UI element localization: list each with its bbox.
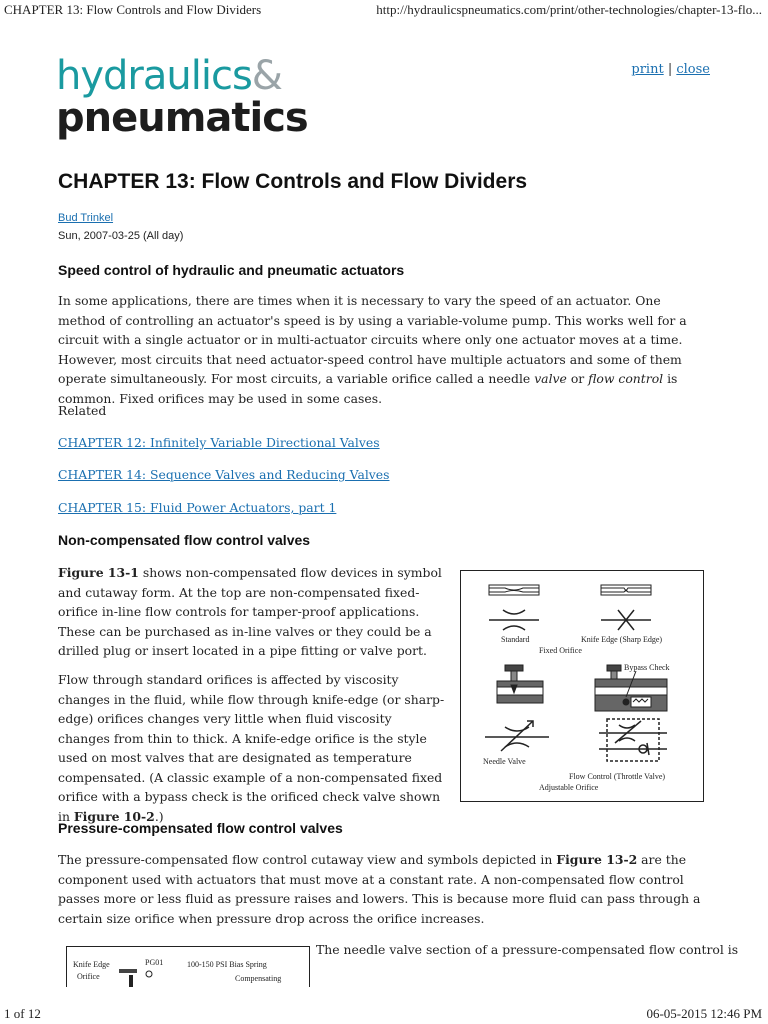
intro-paragraph: In some applications, there are times when it is necessary to vary the speed of an actuator. One method of controlling an actuator's speed is by using a variable-volume pump. This works well for a circuit with a single actuator or in multi-actuator circuits where only one actuator moves at a time. However, most circuits that need actuator-speed control have multiple actuators and some of them operate simultaneously. For most circuits, a variable orifice called a needle valve or flow control is common. Fixed orifices may be used in some cases.	[58, 293, 687, 406]
article-title: CHAPTER 13: Flow Controls and Flow Dividers	[58, 170, 528, 193]
fig2-label-knife-edge: Knife Edge	[73, 960, 110, 969]
logo-amp: &	[251, 53, 282, 99]
pcomp-paragraph: The pressure-compensated flow control cutaway view and symbols depicted in Figure 13-2 are the component used with actuators that must move at a constant rate. A non-compensated flow control passes more or less fluid as pressure raises and lowers. This is because more fluid can pass through a certain size orifice when pressure drop across the orifice increases.	[58, 852, 701, 926]
knife-edge-symbol	[601, 610, 651, 630]
standard-orifice-cutaway	[489, 585, 539, 595]
related-label: Related	[58, 403, 107, 418]
figure-13-1	[460, 570, 704, 802]
fig-label-knife-edge: Knife Edge (Sharp Edge)	[581, 635, 663, 644]
logo-line2: pneumatics	[56, 95, 308, 141]
fig2-label-pg01: PG01	[145, 958, 164, 967]
viscosity-paragraph: Flow through standard orifices is affected by viscosity changes in the fluid, while flow through knife-edge (or sharp-edge) orifices changes very little when fluid viscosity changes from thin to thick. A knife-edge orifice is the style used on most valves that are designated as temperature compensated. (A classic example of a non-compensated fixed orifice with a bypass check is the orificed check valve shown in Figure 10-2.)	[58, 672, 445, 824]
fig-label-needle-valve: Needle Valve	[483, 757, 526, 766]
fig2-label-bias-spring: 100-150 PSI Bias Spring	[187, 960, 267, 969]
related-link-ch14[interactable]: CHAPTER 14: Sequence Valves and Reducing Valves	[58, 467, 390, 482]
fig-label-adjustable-orifice: Adjustable Orifice	[539, 783, 599, 792]
close-link[interactable]: close	[676, 62, 710, 77]
fig2-label-compensating: Compensating	[235, 974, 282, 983]
logo-line1: hydraulics	[56, 53, 252, 99]
heading-non-compensated: Non-compensated flow control valves	[58, 532, 311, 548]
figure-13-2	[66, 946, 310, 987]
fig2-stem	[129, 975, 133, 987]
print-timestamp: 06-05-2015 12:46 PM	[646, 1006, 762, 1021]
fig-label-throttle-valve: Flow Control (Throttle Valve)	[569, 772, 666, 781]
related-link-ch15[interactable]: CHAPTER 15: Fluid Power Actuators, part 1	[58, 500, 337, 515]
print-header	[0, 0, 768, 20]
heading-pressure-compensated: Pressure-compensated flow control valves	[58, 820, 343, 836]
figure-13-2-drawing	[67, 947, 309, 987]
figure-ref-13-1: Figure 13-1	[58, 565, 139, 580]
fig2-plug	[119, 969, 137, 973]
figure-ref-13-2: Figure 13-2	[556, 852, 638, 867]
fig2-label-orifice: Orifice	[77, 972, 100, 981]
noncomp-paragraph: Figure 13-1 shows non-compensated flow devices in symbol and cutaway form. At the top are non-compensated fixed-orifice in-line flow controls for tamper-proof applications. These can be purchased as in-line valves or they could be a drilled plug or insert located in a pipe fitting or valve port.	[58, 565, 442, 658]
author-link[interactable]: Bud Trinkel	[58, 212, 114, 224]
site-logo[interactable]	[56, 53, 308, 141]
standard-orifice-symbol	[489, 610, 539, 630]
figure-ref-10-2: Figure 10-2	[73, 808, 155, 824]
heading-speed-control: Speed control of hydraulic and pneumatic actuators	[58, 262, 405, 278]
related-link-ch12[interactable]: CHAPTER 12: Infinitely Variable Directional Valves	[58, 435, 380, 450]
print-header-title: CHAPTER 13: Flow Controls and Flow Dividers	[4, 2, 262, 17]
fig-label-bypass-check: Bypass Check	[624, 663, 670, 672]
print-footer	[0, 1002, 768, 1024]
print-link[interactable]: print	[631, 62, 664, 77]
figure-13-1-drawing	[461, 571, 703, 801]
needle-valve-symbol	[485, 721, 549, 751]
knife-edge-cutaway	[601, 585, 651, 595]
needle-paragraph: The needle valve section of a pressure-compensated flow control is	[316, 942, 739, 957]
fig2-gauge	[146, 971, 152, 977]
print-close-links	[631, 62, 710, 77]
print-header-url: http://hydraulicspneumatics.com/print/other-technologies/chapter-13-flo...	[376, 2, 762, 17]
article-date: Sun, 2007-03-25 (All day)	[58, 230, 184, 242]
page-count: 1 of 12	[4, 1006, 41, 1021]
needle-valve-cutaway	[497, 665, 543, 703]
link-separator: |	[667, 62, 673, 77]
flow-control-symbol	[599, 719, 667, 761]
fig-label-fixed-orifice: Fixed Orifice	[539, 646, 582, 655]
fig-label-standard: Standard	[501, 635, 530, 644]
